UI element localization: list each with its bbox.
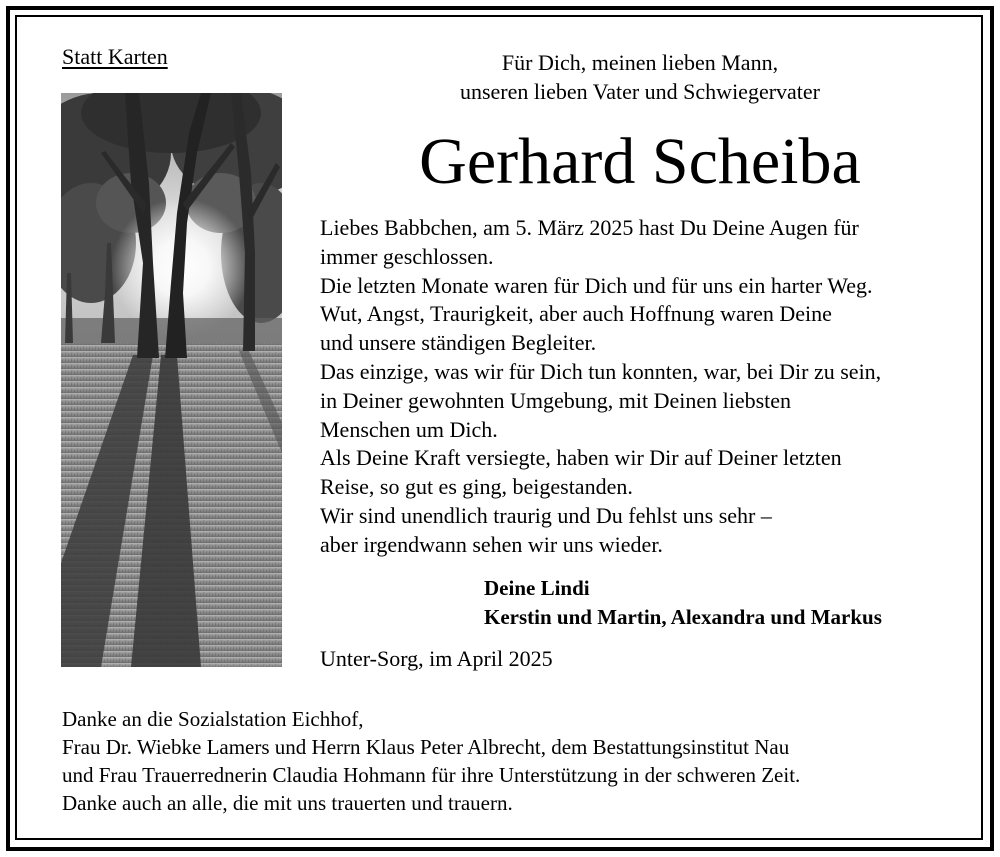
text-line: und unsere ständigen Begleiter. <box>320 330 597 356</box>
intro-dedication <box>380 48 900 106</box>
signature-line: Deine Lindi <box>484 576 590 600</box>
text-line: Wut, Angst, Traurigkeit, aber auch Hoffnung waren Deine <box>320 301 832 327</box>
thanks-line: Danke auch an alle, die mit uns trauerten und trauern. <box>62 791 513 815</box>
text-line: in Deiner gewohnten Umgebung, mit Deinen liebsten <box>320 387 792 413</box>
text-line: Als Deine Kraft versiegte, haben wir Dir auf Deiner letzten <box>320 445 842 471</box>
intro-line: Für Dich, meinen lieben Mann, <box>501 50 779 75</box>
text-line: Das einzige, was wir für Dich tun konnten, war, bei Dir zu sein, <box>320 358 882 384</box>
text-line: Liebes Babbchen, am 5. März 2025 hast Du Deine Augen für <box>320 215 859 240</box>
text-line: Wir sind unendlich traurig und Du fehlst uns sehr – <box>320 502 772 528</box>
text-line: immer geschlossen. <box>320 243 494 269</box>
thanks-line: und Frau Trauerrednerin Claudia Hohmann für ihre Unterstützung in der schweren Zeit. <box>62 763 801 787</box>
text-line: Menschen um Dich. <box>320 416 498 442</box>
obituary-text <box>320 214 980 560</box>
park-trees-sunlight-icon <box>61 93 282 667</box>
text-line: Die letzten Monate waren für Dich und für uns ein harter Weg. <box>320 272 873 298</box>
place-and-date: Unter-Sorg, im April 2025 <box>320 646 553 671</box>
park-trees-photo <box>61 93 282 667</box>
thanks-line: Frau Dr. Wiebke Lamers und Herrn Klaus Peter Albrecht, dem Bestattungsinstitut Nau <box>62 735 790 759</box>
text-line: Reise, so gut es ging, beigestanden. <box>320 474 633 500</box>
family-signature <box>484 574 882 632</box>
intro-line: unseren lieben Vater und Schwiegervater <box>459 79 820 104</box>
text-line: aber irgendwann sehen wir uns wieder. <box>320 531 663 557</box>
statt-karten-label: Statt Karten <box>62 44 168 69</box>
thanks-section <box>62 705 972 817</box>
thanks-line: Danke an die Sozialstation Eichhof, <box>62 707 364 731</box>
signature-line: Kerstin und Martin, Alexandra und Markus <box>484 605 882 629</box>
deceased-name: Gerhard Scheiba <box>419 125 861 198</box>
